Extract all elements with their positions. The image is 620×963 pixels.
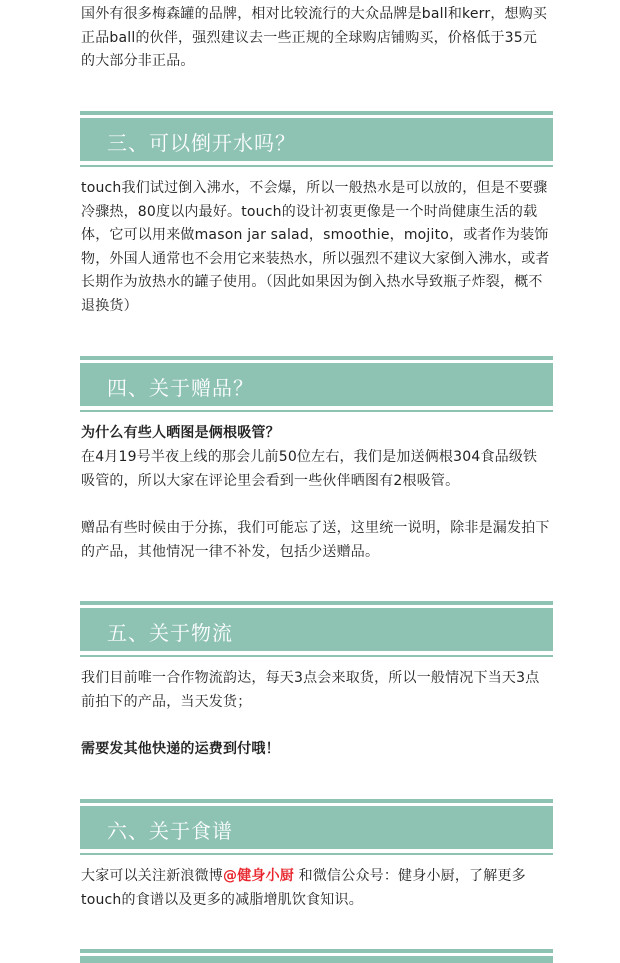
- section-6-text-after: 和微信公众号：健身小厨，了解更多touch的食谱以及更多的减脂增肌饮食知识。: [81, 868, 526, 908]
- section-4-question: 为什么有些人晒图是俩根吸管？: [81, 425, 280, 441]
- section-5-paragraph: 我们目前唯一合作物流韵达，每天3点会来取货，所以一般情况下当天3点前拍下的产品，当天发货；: [81, 670, 540, 710]
- section-5-note: 需要发其他快递的运费到付哦！: [81, 741, 280, 757]
- section-header-4: [80, 360, 553, 406]
- section-header-6: [80, 803, 553, 849]
- intro-paragraph: 国外有很多梅森罐的品牌，相对比较流行的大众品牌是ball和kerr，想购买正品ball的伙伴，强烈建议去一些正规的全球购店铺购买，价格低于35元的大部分非正品。: [81, 6, 548, 69]
- section-3-paragraph: touch我们试过倒入沸水，不会爆，所以一般热水是可以放的，但是不要骤冷骤热，80度以内最好。touch的设计初衷更像是一个时尚健康生活的载体，它可以用来做mason jar salad，smoothie，mojito，或者作为装饰物，外国人通常也不会用它来装热水，所以强烈不建议大家倒入沸水，或者长期作为放热水的罐子使用。（因此如果因为倒入热水导致瓶子炸裂，概不退换货）: [81, 180, 550, 314]
- section-title-3: 三、可以倒开水吗？: [107, 131, 296, 155]
- section-header-3: [80, 115, 553, 161]
- section-title-6: 六、关于食谱: [107, 819, 233, 843]
- section-header-5: [80, 605, 553, 651]
- section-header-next-partial: [80, 953, 553, 963]
- section-4-paragraph-2: 赠品有些时候由于分拣，我们可能忘了送，这里统一说明，除非是漏发拍下的产品，其他情况一律不补发，包括少送赠品。: [81, 520, 550, 560]
- section-6-paragraph: [81, 865, 551, 912]
- section-6-text-before: 大家可以关注新浪微博: [81, 868, 223, 884]
- section-title-4: 四、关于赠品？: [107, 376, 254, 400]
- section-4-paragraph-1: 在4月19号半夜上线的那会儿前50位左右，我们是加送俩根304食品级铁吸管的，所以大家在评论里会看到一些伙伴晒图有2根吸管。: [81, 449, 538, 489]
- weibo-handle-link[interactable]: @健身小厨: [223, 868, 294, 884]
- section-title-5: 五、关于物流: [107, 621, 233, 645]
